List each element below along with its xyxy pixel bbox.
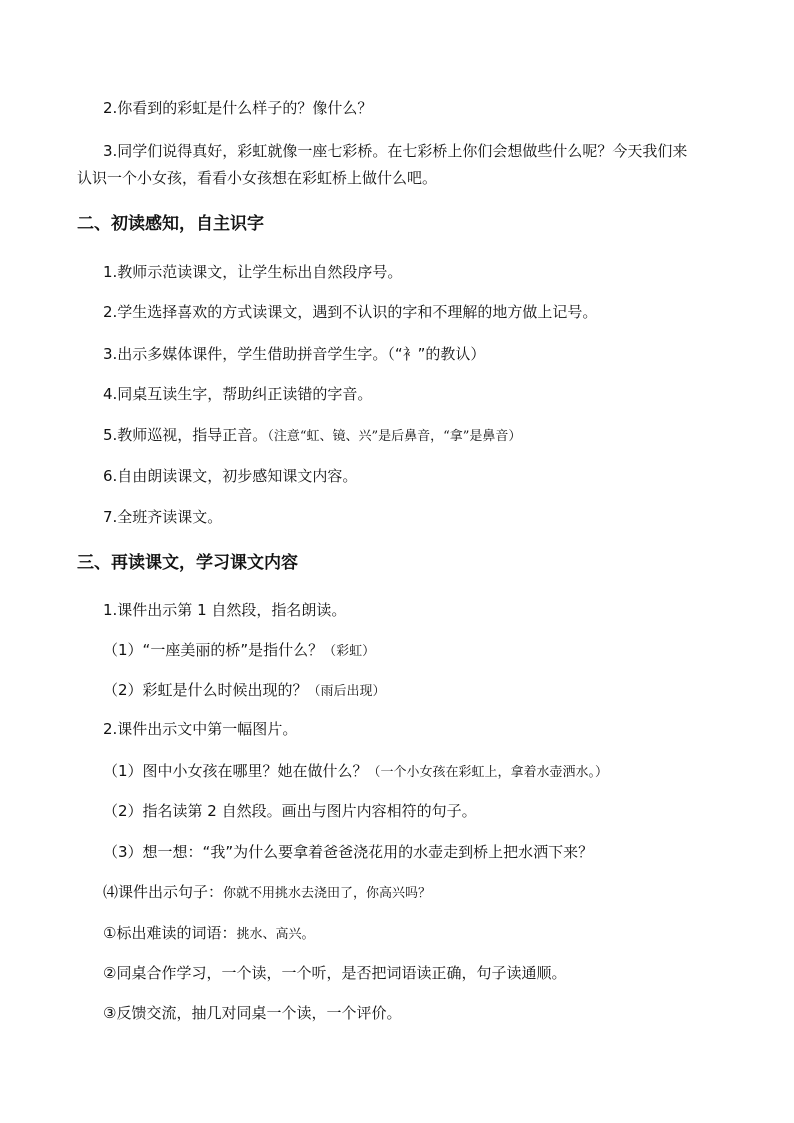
intro-question-3-line2: 认识一个小女孩，看看小女孩想在彩虹桥上做什么吧。 [77,169,438,187]
section2-item-5-text: 5.教师巡视，指导正音。 [103,426,268,444]
section3-heading: 三、再读课文，学习课文内容 [77,553,298,573]
intro-question-2: 2.你看到的彩虹是什么样子的？像什么？ [103,99,373,117]
section3-item-1: 1.课件出示第 1 自然段，指名朗读。 [103,601,347,619]
section3-item-2-question-4-text: ⑷课件出示句子： [103,883,224,901]
section3-step-3: ③反馈交流，抽几对同桌一个读，一个评价。 [103,1004,402,1022]
section3-step-2: ②同桌合作学习，一个读，一个听，是否把词语读正确，句子读通顺。 [103,964,567,982]
section2-item-2: 2.学生选择喜欢的方式读课文，遇到不认识的字和不理解的地方做上记号。 [103,303,598,321]
section3-item-2-question-1-text: （1）图中小女孩在哪里？她在做什么？ [103,762,368,780]
section2-item-3: 3.出示多媒体课件，学生借助拼音学生字。（“衤”的教认） [103,345,486,363]
section3-item-1-question-2 [103,680,386,702]
section3-item-2-question-1-answer: （一个小女孩在彩虹上，拿着水壶洒水。） [367,765,609,780]
section2-item-5 [103,425,521,447]
section2-item-7: 7.全班齐读课文。 [103,508,223,526]
section3-step-1 [103,923,314,945]
intro-question-3-line1: 3.同学们说得真好，彩虹就像一座七彩桥。在七彩桥上你们会想做些什么呢？今天我们来 [103,142,688,160]
section2-item-4: 4.同桌互读生字，帮助纠正读错的字音。 [103,385,373,403]
section2-item-6: 6.自由朗读课文，初步感知课文内容。 [103,467,358,485]
section3-item-1-question-1-answer: （彩虹） [323,644,376,659]
section2-item-5-note: （注意“虹、镜、兴”是后鼻音，“拿”是鼻音） [267,429,522,444]
section3-item-2-question-2: （2）指名读第 2 自然段。画出与图片内容相符的句子。 [103,802,477,820]
section3-step-1-words: 挑水、高兴。 [236,927,315,942]
section3-item-2: 2.课件出示文中第一幅图片。 [103,720,298,738]
section3-item-2-question-3: （3）想一想：“我”为什么要拿着爸爸浇花用的水壶走到桥上把水洒下来？ [103,843,594,861]
section3-item-2-question-4-sentence: 你就不用挑水去浇田了，你高兴吗？ [223,886,432,901]
section3-item-1-question-1 [103,640,375,662]
section3-item-1-question-2-answer: （雨后出现） [307,684,386,699]
section3-item-2-question-1 [103,761,608,783]
section3-item-1-question-2-text: （2）彩虹是什么时候出现的？ [103,681,308,699]
section3-item-2-question-4 [103,882,431,904]
section3-item-1-question-1-text: （1）“一座美丽的桥”是指什么？ [103,641,324,659]
section2-heading: 二、初读感知，自主识字 [77,214,264,234]
section3-step-1-text: ①标出难读的词语： [103,924,237,942]
section2-item-1: 1.教师示范读课文，让学生标出自然段序号。 [103,263,403,281]
